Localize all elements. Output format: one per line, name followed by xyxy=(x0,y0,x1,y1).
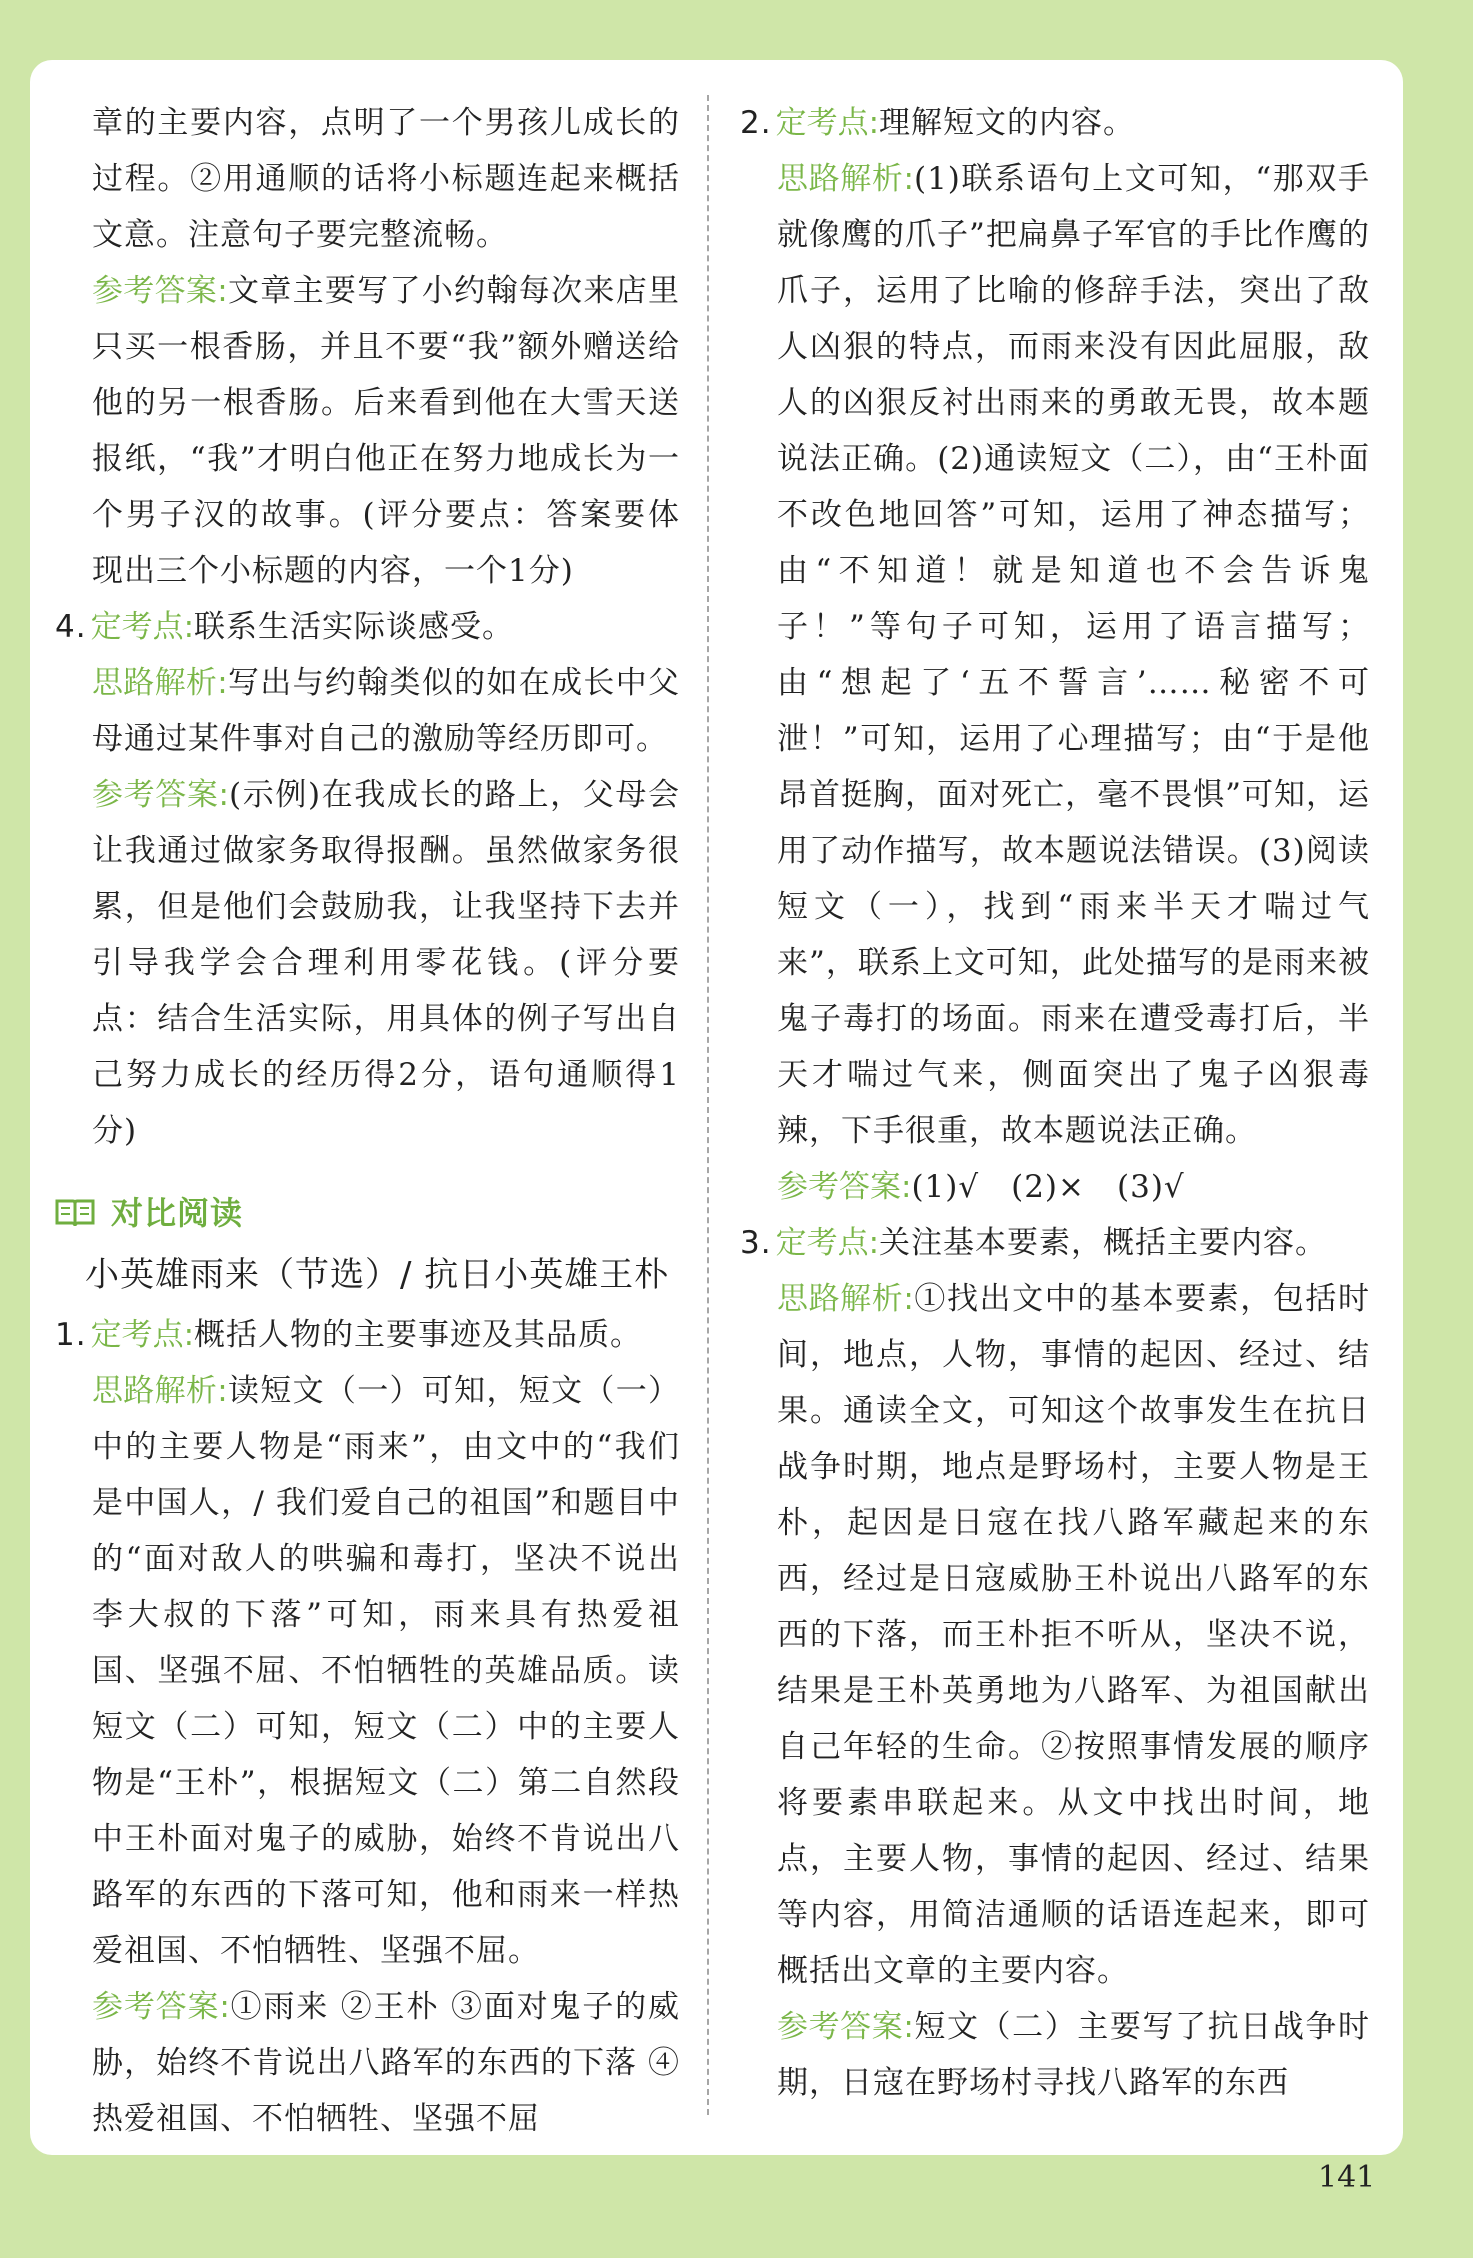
question-number: 3. xyxy=(740,1225,772,1261)
answer-label: 参考答案: xyxy=(777,2009,914,2045)
answer-label: 参考答案: xyxy=(777,1169,912,1205)
analysis-block xyxy=(740,1271,1370,1999)
focus-text: 关注基本要素，概括主要内容。 xyxy=(879,1225,1328,1261)
analysis-label: 思路解析: xyxy=(777,1281,914,1317)
book-icon xyxy=(55,1198,95,1228)
analysis-block xyxy=(740,151,1370,1159)
focus-label: 定考点: xyxy=(775,105,880,141)
answer-block xyxy=(55,263,680,599)
answer-block xyxy=(55,767,680,1159)
question-4 xyxy=(55,599,680,655)
analysis-block xyxy=(55,655,680,767)
answer-label: 参考答案: xyxy=(92,777,229,813)
analysis-label: 思路解析: xyxy=(92,1373,228,1409)
right-column xyxy=(740,95,1370,2111)
question-2 xyxy=(740,95,1370,151)
question-3 xyxy=(740,1215,1370,1271)
column-divider xyxy=(707,95,709,2115)
section-title: 对比阅读 xyxy=(111,1194,244,1232)
paragraph: 章的主要内容，点明了一个男孩儿成长的过程。②用通顺的话将小标题连起来概括文意。注意句子要完整流畅。 xyxy=(92,105,680,253)
reading-subtitle: 小英雄雨来（节选）/ 抗日小英雄王朴 xyxy=(85,1255,670,1295)
answer-block xyxy=(740,1159,1370,1215)
focus-label: 定考点: xyxy=(775,1225,880,1261)
analysis-block xyxy=(55,1363,680,1979)
analysis-label: 思路解析: xyxy=(92,665,228,701)
focus-text: 概括人物的主要事迹及其品质。 xyxy=(194,1317,643,1353)
page-number: 141 xyxy=(1318,2160,1376,2195)
question-1 xyxy=(55,1307,680,1363)
question-number: 2. xyxy=(740,105,772,141)
analysis-text: ①找出文中的基本要素，包括时间，地点，人物，事情的起因、经过、结果。通读全文，可知这个故事发生在抗日战争时期，地点是野场村，主要人物是王朴，起因是日寇在找八路军藏起来的东西，经过是日寇威胁王朴说出八路军的东西的下落，而王朴拒不听从，坚决不说，结果是王朴英勇地为八路军、为祖国献出自己年轻的生命。②按照事情发展的顺序将要素串联起来。从文中找出时间，地点，主要人物，事情的起因、经过、结果等内容，用简洁通顺的话语连起来，即可概括出文章的主要内容。 xyxy=(777,1281,1370,1989)
focus-label: 定考点: xyxy=(90,1317,195,1353)
question-number: 4. xyxy=(55,609,87,645)
left-column xyxy=(55,95,680,2147)
answer-text: 文章主要写了小约翰每次来店里只买一根香肠，并且不要“我”额外赠送给他的另一根香肠。后来看到他在大雪天送报纸，“我”才明白他正在努力地成长为一个男子汉的故事。(评分要点：答案要体现出三个小标题的内容，一个1分) xyxy=(92,273,681,589)
focus-text: 理解短文的内容。 xyxy=(879,105,1136,141)
analysis-text: (1)联系语句上文可知，“那双手就像鹰的爪子”把扁鼻子军官的手比作鹰的爪子，运用了比喻的修辞手法，突出了敌人凶狠的特点，而雨来没有因此屈服，敌人的凶狠反衬出雨来的勇敢无畏，故本题说法正确。(2)通读短文（二），由“王朴面不改色地回答”可知，运用了神态描写；由“不知道！就是知道也不会告诉鬼子！”等句子可知，运用了语言描写；由“想起了‘五不誓言’……秘密不可泄！”可知，运用了心理描写；由“于是他昂首挺胸，面对死亡，毫不畏惧”可知，运用了动作描写，故本题说法错误。(3)阅读短文（一），找到“雨来半天才喘过气来”，联系上文可知，此处描写的是雨来被鬼子毒打的场面。雨来在遭受毒打后，半天才喘过气来，侧面突出了鬼子凶狠毒辣，下手很重，故本题说法正确。 xyxy=(777,161,1370,1149)
analysis-text: 写出与约翰类似的如在成长中父母通过某件事对自己的激励等经历即可。 xyxy=(92,665,681,757)
answer-text: (示例)在我成长的路上，父母会让我通过做家务取得报酬。虽然做家务很累，但是他们会鼓励我，让我坚持下去并引导我学会合理利用零花钱。(评分要点：结合生活实际，用具体的例子写出自己努力成长的经历得2分，语句通顺得1分) xyxy=(92,777,680,1149)
answer-text: 短文（二）主要写了抗日战争时期，日寇在野场村寻找八路军的东西 xyxy=(777,2009,1370,2101)
focus-label: 定考点: xyxy=(90,609,195,645)
question-number: 1. xyxy=(55,1317,87,1353)
answer-label: 参考答案: xyxy=(92,273,228,309)
focus-text: 联系生活实际谈感受。 xyxy=(194,609,515,645)
answer-text: ①雨来 ②王朴 ③面对鬼子的威胁，始终不肯说出八路军的东西的下落 ④热爱祖国、不怕牺牲、坚强不屈 xyxy=(92,1989,680,2137)
answer-label: 参考答案: xyxy=(92,1989,230,2025)
analysis-label: 思路解析: xyxy=(777,161,914,197)
answer-block xyxy=(740,1999,1370,2111)
section-header xyxy=(55,1183,680,1243)
analysis-text: 读短文（一）可知，短文（一）中的主要人物是“雨来”，由文中的“我们是中国人，/ 我们爱自己的祖国”和题目中的“面对敌人的哄骗和毒打，坚决不说出李大叔的下落”可知，雨来具有热爱祖国、坚强不屈、不怕牺牲的英雄品质。读短文（二）可知，短文（二）中的主要人物是“王朴”，根据短文（二）第二自然段中王朴面对鬼子的威胁，始终不肯说出八路军的东西的下落可知，他和雨来一样热爱祖国、不怕牺牲、坚强不屈。 xyxy=(92,1373,681,1969)
answer-text: (1)√ (2)× (3)√ xyxy=(911,1169,1185,1205)
answer-block xyxy=(55,1979,680,2147)
